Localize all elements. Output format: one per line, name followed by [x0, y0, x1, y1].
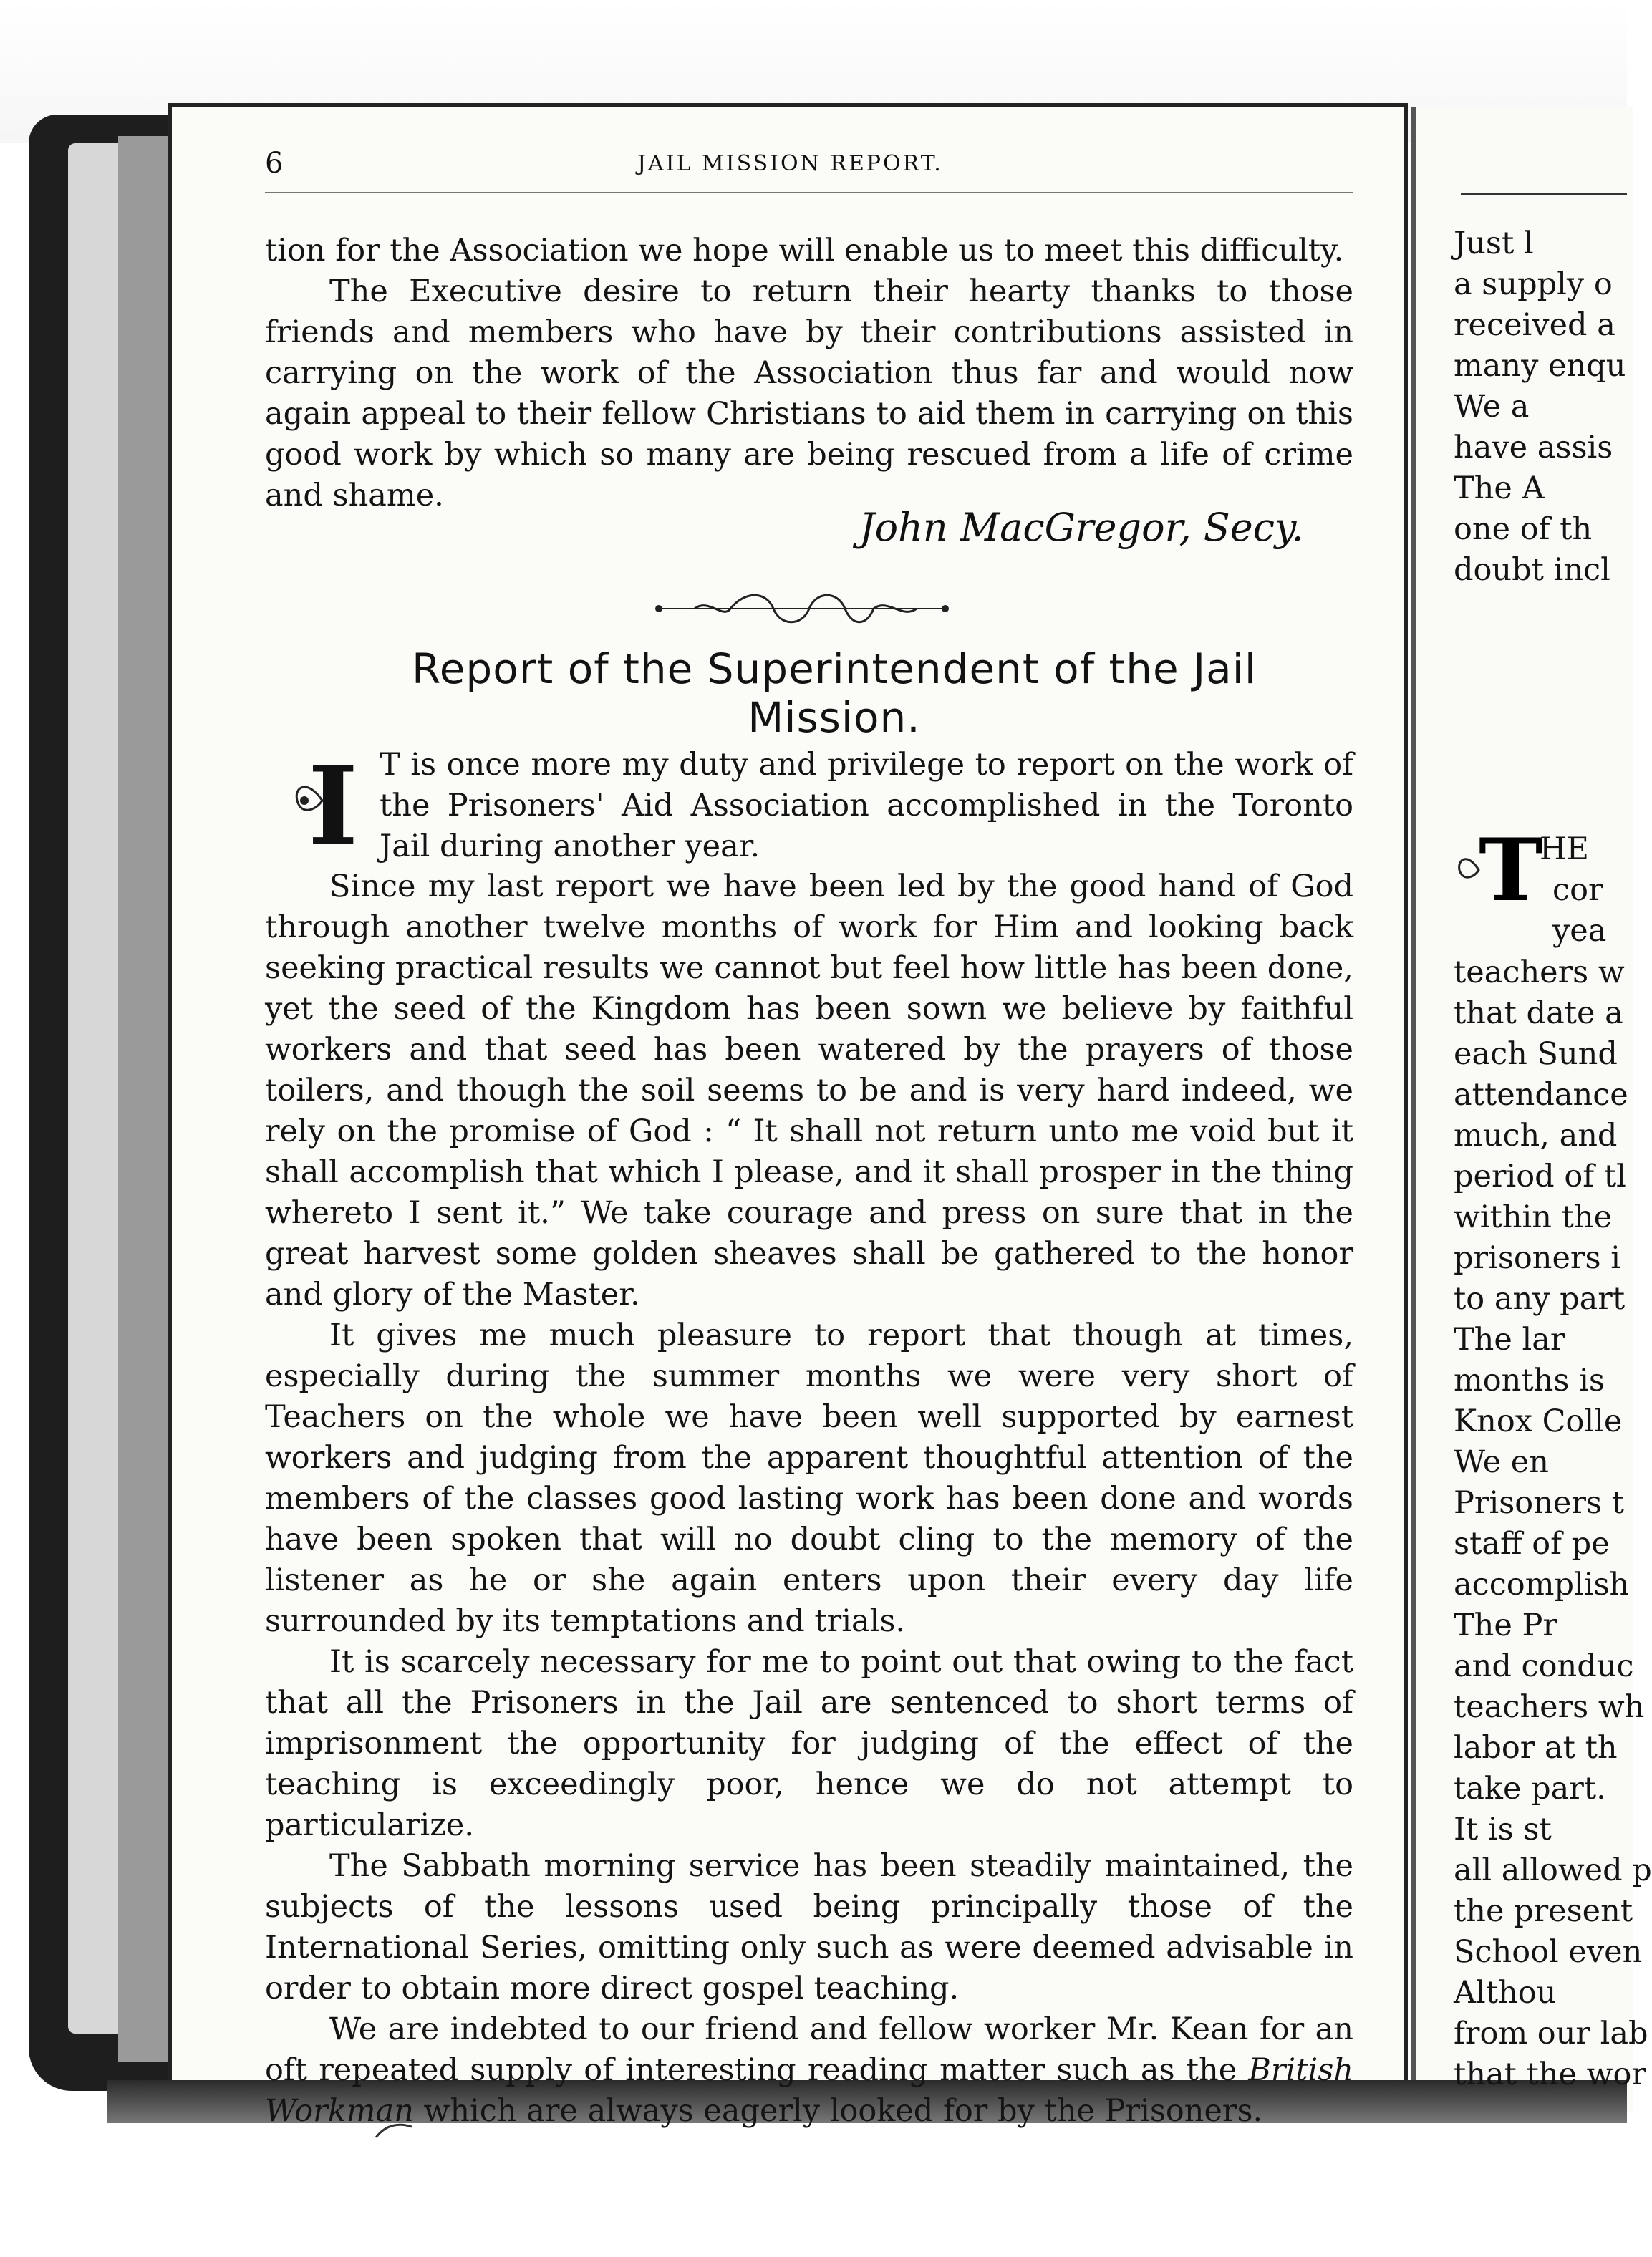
dropcap [286, 743, 372, 869]
report-paragraph-last [265, 2009, 1353, 2132]
intro-line: tion for the Association we hope will enable us to meet this difficulty. [265, 233, 1344, 269]
dropcap-letter: I [308, 743, 359, 869]
right-page-dropcap-lines [1540, 829, 1626, 952]
report-paragraph: It gives me much pleasure to report that though at times, especially during the summer months we were very short of Teachers on the whole we have been well supported by earnest workers and judging from the apparent thoughtful attention of the members of the classes good lasting work has been done and words have been spoken that will no doubt cling to the memory of the listener as he or she again enters upon their every day life surrounded by its temptations and trials. [265, 1318, 1353, 1639]
right-line: prisoners i [1454, 1240, 1620, 1276]
right-dropcap [1454, 820, 1543, 924]
last-paragraph-end: which are always eagerly looked for by the Prisoners. [413, 2093, 1263, 2129]
right-line: all allowed p [1454, 1852, 1652, 1888]
right-line: have assis [1454, 430, 1613, 465]
intro-paragraph: The Executive desire to return their hearty thanks to those friends and members who have by their contributions assisted in carrying on the work of the Association thus far and would now again appeal to their fellow Christians to aid them in carrying on this good work by which so many are being rescued from a life of crime and shame. [265, 274, 1353, 513]
right-dropcap-letter: T [1479, 820, 1543, 921]
right-line: attendance [1454, 1077, 1628, 1113]
running-head: JAIL MISSION REPORT. [637, 151, 943, 176]
right-line: and conduc [1454, 1648, 1634, 1684]
right-line: to any part [1454, 1281, 1626, 1317]
right-line: We en [1454, 1444, 1549, 1480]
right-line: within the [1454, 1199, 1613, 1235]
right-line: teachers wh [1454, 1689, 1645, 1725]
right-line: cor [1552, 872, 1603, 908]
right-line: Prisoners t [1454, 1485, 1624, 1521]
last-paragraph-start: We are indebted to our friend and fellow worker Mr. Kean for an oft repeated supply of interesting reading matter such as the [265, 2011, 1353, 2088]
right-page-lower-text [1454, 952, 1652, 2095]
right-line: Just l [1454, 226, 1534, 261]
right-dropcap-flourish-icon [1454, 849, 1482, 891]
right-line: doubt incl [1454, 552, 1610, 588]
report-paragraph: The Sabbath morning service has been steadily maintained, the subjects of the lessons used being principally those of the International Series, omitting only such as were deemed advisable in order to obtain more direct gospel teaching. [265, 1848, 1353, 2006]
ornament-divider [652, 587, 952, 630]
report-paragraph: Since my last report we have been led by the good hand of God through another twelve months of work for Him and looking back seeking practical results we cannot but feel how little has been done, yet the seed of the Kingdom has been sown we believe by faithful workers and that seed has been watered by the prayers of those toilers, and though the soil seems to be and is very hard indeed, we rely on the promise of God : “ It shall not return unto me void but it shall accomplish that which I please, and it shall prosper in the thing whereto I sent it.” We take courage and press on sure that in the great harvest some golden sheaves shall be gathered to the honor and glory of the Master. [265, 869, 1353, 1313]
right-line: The lar [1454, 1322, 1565, 1358]
header-rule [265, 192, 1353, 193]
right-line: months is [1454, 1363, 1605, 1398]
right-line: The Pr [1454, 1608, 1557, 1643]
intro-text [265, 231, 1353, 516]
right-line: The A [1454, 470, 1545, 506]
right-line: from our lab [1454, 2016, 1648, 2051]
right-line: HE [1540, 831, 1589, 867]
page-header [265, 147, 1382, 190]
right-page-top-text [1454, 223, 1640, 591]
publication-title: British Workman [265, 2052, 1354, 2129]
section-title: Report of the Superintendent of the Jail Mission. [412, 644, 1257, 742]
right-line: yea [1552, 913, 1607, 949]
right-line: many enqu [1454, 348, 1626, 384]
right-line: staff of pe [1454, 1526, 1610, 1562]
right-line: one of th [1454, 511, 1593, 547]
right-line: each Sund [1454, 1036, 1618, 1072]
right-line: We a [1454, 389, 1530, 425]
scan-mark [372, 2120, 415, 2141]
report-first-paragraph: T is once more my duty and privilege to report on the work of the Prisoners' Aid Association accomplished in the Toronto Jail during another year. [380, 747, 1353, 864]
page-number: 6 [265, 147, 284, 180]
right-line: It is st [1454, 1812, 1552, 1847]
right-line: accomplish [1454, 1567, 1630, 1603]
right-line: received a [1454, 307, 1615, 343]
right-line: Knox Colle [1454, 1403, 1623, 1439]
right-line: School even [1454, 1934, 1643, 1970]
right-page-rule [1461, 193, 1627, 195]
right-line: labor at th [1454, 1730, 1618, 1766]
right-line: that the wor [1454, 2057, 1646, 2092]
right-line: Althou [1454, 1975, 1557, 2011]
right-line: the present [1454, 1893, 1633, 1929]
right-line: much, and [1454, 1118, 1618, 1154]
right-line: period of tl [1454, 1159, 1626, 1194]
right-line: a supply o [1454, 266, 1613, 302]
right-line: teachers w [1454, 954, 1625, 990]
report-body [265, 866, 1353, 2132]
right-line: take part. [1454, 1771, 1606, 1807]
right-line: that date a [1454, 995, 1623, 1031]
report-paragraph: It is scarcely necessary for me to point out that owing to the fact that all the Prisoners in the Jail are sentenced to short terms of imprisonment the opportunity for judging of the effect of the teaching is exceedingly poor, hence we do not attempt to particularize. [265, 1644, 1353, 1843]
signature: John MacGregor, Secy. [859, 505, 1304, 550]
